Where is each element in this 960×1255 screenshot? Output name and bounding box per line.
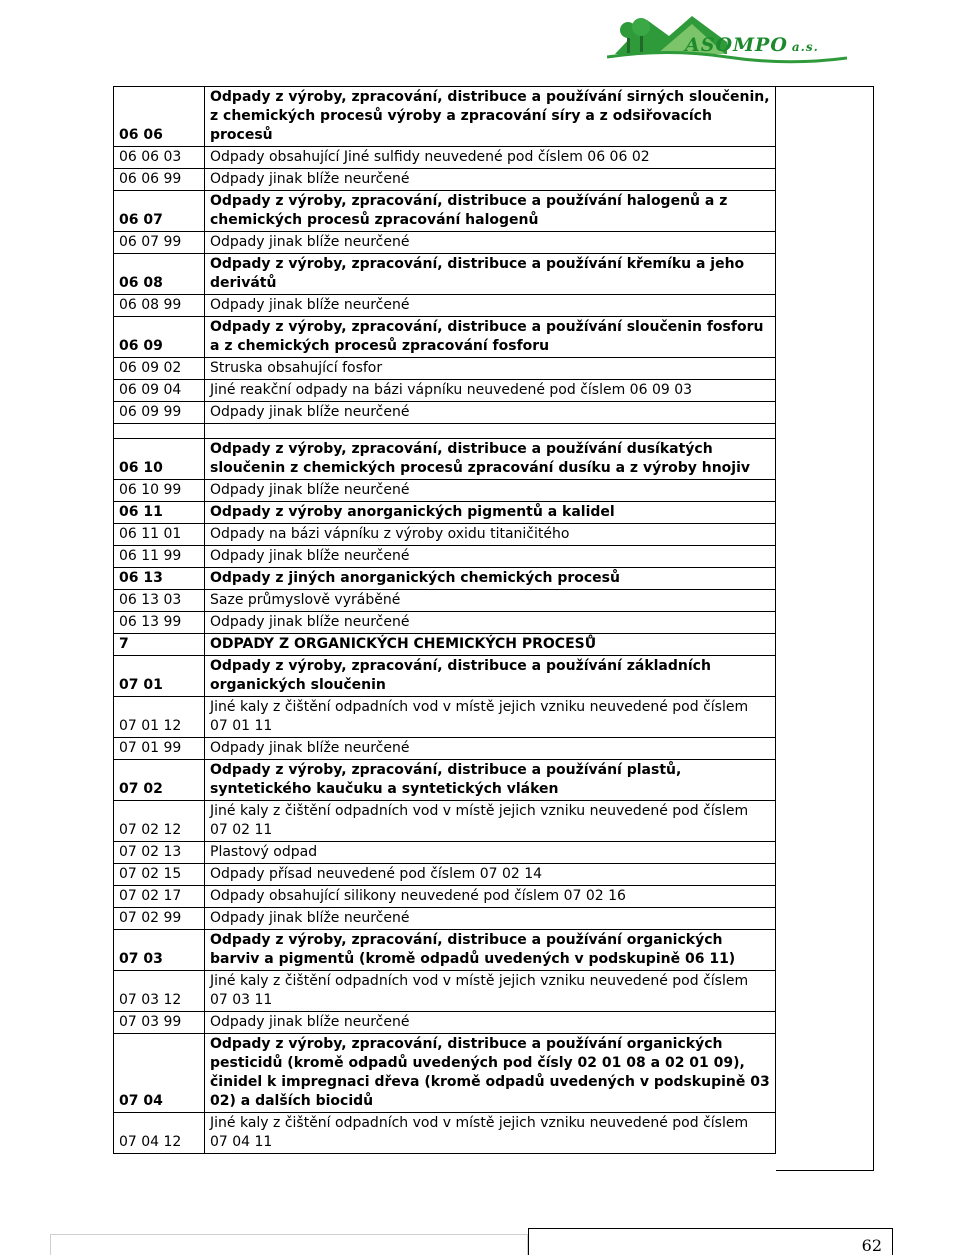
table-row bbox=[114, 738, 776, 760]
table-row bbox=[114, 402, 776, 424]
waste-description: Odpady na bázi vápníku z výroby oxidu titaničitého bbox=[205, 524, 776, 546]
table-row bbox=[114, 380, 776, 402]
waste-description: Odpady z výroby, zpracování, distribuce a používání organických barviv a pigmentů (kromě odpadů uvedených v podskupině 06 11) bbox=[205, 930, 776, 971]
waste-description: Odpady jinak blíže neurčené bbox=[205, 480, 776, 502]
table-row bbox=[114, 612, 776, 634]
waste-code: 06 10 bbox=[114, 439, 205, 480]
table-row bbox=[114, 87, 776, 147]
waste-code: 06 07 bbox=[114, 191, 205, 232]
waste-code: 06 13 99 bbox=[114, 612, 205, 634]
waste-code: 07 02 13 bbox=[114, 842, 205, 864]
waste-description: Odpady jinak blíže neurčené bbox=[205, 612, 776, 634]
waste-code: 07 04 12 bbox=[114, 1113, 205, 1154]
waste-code: 06 09 02 bbox=[114, 358, 205, 380]
table-row bbox=[114, 1113, 776, 1154]
table-spacer-row bbox=[114, 424, 776, 439]
table-row bbox=[114, 254, 776, 295]
page-number: 62 bbox=[861, 1236, 882, 1255]
waste-code: 07 01 99 bbox=[114, 738, 205, 760]
waste-code: 06 07 99 bbox=[114, 232, 205, 254]
waste-code: 07 02 12 bbox=[114, 801, 205, 842]
waste-code: 07 03 bbox=[114, 930, 205, 971]
table-row bbox=[114, 147, 776, 169]
waste-description: Odpady jinak blíže neurčené bbox=[205, 295, 776, 317]
table-row bbox=[114, 439, 776, 480]
right-margin-box bbox=[776, 86, 874, 1171]
waste-description: Plastový odpad bbox=[205, 842, 776, 864]
table-row bbox=[114, 232, 776, 254]
table-row bbox=[114, 842, 776, 864]
waste-code: 07 01 bbox=[114, 656, 205, 697]
logo-name: ASOMPO bbox=[685, 34, 788, 56]
table-row bbox=[114, 886, 776, 908]
waste-code: 06 11 01 bbox=[114, 524, 205, 546]
waste-description: Jiné kaly z čištění odpadních vod v místě jejich vzniku neuvedené pod číslem 07 01 11 bbox=[205, 697, 776, 738]
table-row bbox=[114, 971, 776, 1012]
table-row bbox=[114, 317, 776, 358]
waste-code: 07 03 99 bbox=[114, 1012, 205, 1034]
waste-table-body bbox=[114, 87, 776, 1154]
table-row bbox=[114, 295, 776, 317]
waste-code: 07 01 12 bbox=[114, 697, 205, 738]
waste-description: Odpady obsahující Jiné sulfidy neuvedené pod číslem 06 06 02 bbox=[205, 147, 776, 169]
waste-code: 06 09 99 bbox=[114, 402, 205, 424]
table-row bbox=[114, 908, 776, 930]
waste-code bbox=[114, 424, 205, 439]
waste-catalogue-table bbox=[113, 86, 776, 1154]
logo-text bbox=[685, 34, 819, 56]
table-row bbox=[114, 358, 776, 380]
waste-description: Odpady přísad neuvedené pod číslem 07 02 14 bbox=[205, 864, 776, 886]
waste-description: Odpady z výroby, zpracování, distribuce a používání základních organických sloučenin bbox=[205, 656, 776, 697]
waste-description: Odpady z výroby anorganických pigmentů a kalidel bbox=[205, 502, 776, 524]
waste-code: 06 13 03 bbox=[114, 590, 205, 612]
waste-description: Odpady jinak blíže neurčené bbox=[205, 546, 776, 568]
waste-description: Odpady z výroby, zpracování, distribuce a používání plastů, syntetického kaučuku a syntetických vláken bbox=[205, 760, 776, 801]
waste-code: 06 09 bbox=[114, 317, 205, 358]
waste-description: Odpady z jiných anorganických chemických procesů bbox=[205, 568, 776, 590]
waste-code: 06 11 99 bbox=[114, 546, 205, 568]
table-row bbox=[114, 502, 776, 524]
waste-code: 06 06 03 bbox=[114, 147, 205, 169]
footer-page-box bbox=[528, 1228, 893, 1255]
table-row bbox=[114, 1034, 776, 1113]
table-row bbox=[114, 801, 776, 842]
waste-description: Odpady z výroby, zpracování, distribuce a používání křemíku a jeho derivátů bbox=[205, 254, 776, 295]
waste-code: 06 06 99 bbox=[114, 169, 205, 191]
waste-description: Odpady z výroby, zpracování, distribuce a používání sloučenin fosforu a z chemických procesů zpracování fosforu bbox=[205, 317, 776, 358]
table-row bbox=[114, 546, 776, 568]
waste-code: 07 02 bbox=[114, 760, 205, 801]
table-row bbox=[114, 1012, 776, 1034]
table-row bbox=[114, 634, 776, 656]
table-row bbox=[114, 930, 776, 971]
waste-description: Odpady jinak blíže neurčené bbox=[205, 1012, 776, 1034]
waste-code: 06 08 bbox=[114, 254, 205, 295]
waste-description: Odpady z výroby, zpracování, distribuce a používání organických pesticidů (kromě odpadů uvedených pod čísly 02 01 08 a 02 01 09), činidel k impregnaci dřeva (kromě odpadů uvedených v podskupině 03 02) a dalších biocidů bbox=[205, 1034, 776, 1113]
footer-left-box bbox=[50, 1234, 528, 1255]
table-row bbox=[114, 697, 776, 738]
table-row bbox=[114, 760, 776, 801]
table-row bbox=[114, 590, 776, 612]
waste-description: Saze průmyslově vyráběné bbox=[205, 590, 776, 612]
waste-code: 06 13 bbox=[114, 568, 205, 590]
table-row bbox=[114, 656, 776, 697]
waste-description: Jiné kaly z čištění odpadních vod v místě jejich vzniku neuvedené pod číslem 07 02 11 bbox=[205, 801, 776, 842]
table-row bbox=[114, 191, 776, 232]
waste-description: Jiné kaly z čištění odpadních vod v místě jejich vzniku neuvedené pod číslem 07 04 11 bbox=[205, 1113, 776, 1154]
waste-description: Odpady jinak blíže neurčené bbox=[205, 908, 776, 930]
waste-description: Odpady jinak blíže neurčené bbox=[205, 738, 776, 760]
logo-suffix: a.s. bbox=[791, 40, 819, 54]
waste-description: Odpady z výroby, zpracování, distribuce a používání halogenů a z chemických procesů zpracování halogenů bbox=[205, 191, 776, 232]
table-row bbox=[114, 864, 776, 886]
waste-code: 07 02 17 bbox=[114, 886, 205, 908]
table-row bbox=[114, 480, 776, 502]
waste-description: Odpady jinak blíže neurčené bbox=[205, 232, 776, 254]
waste-description: ODPADY Z ORGANICKÝCH CHEMICKÝCH PROCESŮ bbox=[205, 634, 776, 656]
waste-code: 07 04 bbox=[114, 1034, 205, 1113]
waste-code: 06 10 99 bbox=[114, 480, 205, 502]
table-row bbox=[114, 169, 776, 191]
waste-description: Odpady obsahující silikony neuvedené pod číslem 07 02 16 bbox=[205, 886, 776, 908]
waste-code: 06 09 04 bbox=[114, 380, 205, 402]
waste-code: 7 bbox=[114, 634, 205, 656]
waste-code: 06 11 bbox=[114, 502, 205, 524]
waste-description bbox=[205, 424, 776, 439]
waste-code: 07 02 99 bbox=[114, 908, 205, 930]
waste-code: 07 03 12 bbox=[114, 971, 205, 1012]
table-row bbox=[114, 524, 776, 546]
waste-description: Jiné reakční odpady na bázi vápníku neuvedené pod číslem 06 09 03 bbox=[205, 380, 776, 402]
waste-description: Odpady jinak blíže neurčené bbox=[205, 402, 776, 424]
waste-description: Jiné kaly z čištění odpadních vod v místě jejich vzniku neuvedené pod číslem 07 03 11 bbox=[205, 971, 776, 1012]
waste-code: 06 06 bbox=[114, 87, 205, 147]
waste-code: 07 02 15 bbox=[114, 864, 205, 886]
waste-code: 06 08 99 bbox=[114, 295, 205, 317]
waste-description: Struska obsahující fosfor bbox=[205, 358, 776, 380]
waste-description: Odpady jinak blíže neurčené bbox=[205, 169, 776, 191]
waste-description: Odpady z výroby, zpracování, distribuce a používání sirných sloučenin, z chemických procesů výroby a zpracování síry a z odsiřovacích procesů bbox=[205, 87, 776, 147]
waste-description: Odpady z výroby, zpracování, distribuce a používání dusíkatých sloučenin z chemických procesů zpracování dusíku a z výroby hnojiv bbox=[205, 439, 776, 480]
table-row bbox=[114, 568, 776, 590]
